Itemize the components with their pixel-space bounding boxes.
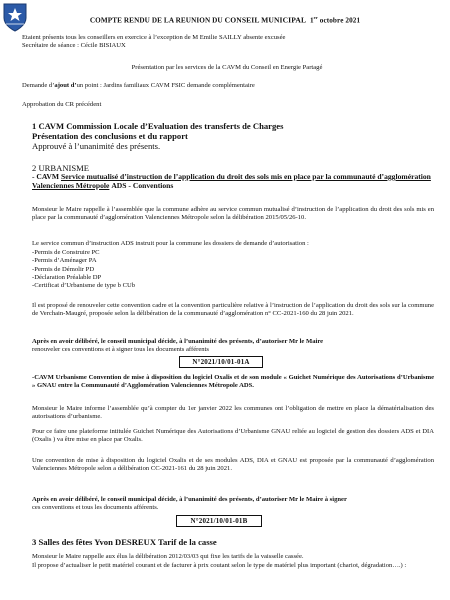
section3-heading: 3 Salles des fêtes Yvon DESREUX Tarif de la casse xyxy=(32,537,217,547)
attendance-line: Etaient présents tous les conseillers en exercice à l’exception de M Emilie SAILLY absente excusée xyxy=(22,34,286,41)
section2-para3: Il est proposé de renouveler cette convention cadre et la convention particulière relative à l’instruction de l’application du droit des sols sur la commune de Verchain-Maugré, proposée selon la délibération de la communauté d’agglomération n° CC-2021-160 du 28 juin 2021. xyxy=(32,302,434,318)
header-council: CONSEIL MUNICIPAL xyxy=(224,15,307,25)
section2-sub-underlined: Service mutualisé d’instruction de l’application du droit des sols mis en place par la communauté d’agglomération Valenciennes Métropole xyxy=(32,172,431,190)
list-item: -Certificat d’Urbanisme de type b CUb xyxy=(32,282,136,290)
deliberation-ref-01a: N°2021/10/01-01A xyxy=(179,356,263,368)
section2-subheading xyxy=(32,172,432,190)
section2-para6: Une convention de mise à disposition du logiciel Oxalis et de ses modules ADS, DIA et GNAU est proposée par la communauté d’agglomération Valenciennes Métropole selon a délibération CC-2021-161 du 28 juin 2021. xyxy=(32,457,434,473)
presentation-line: Présentation par les services de la CAVM du Conseil en Energie Partagé xyxy=(131,64,323,71)
header-day-sup: er xyxy=(313,15,318,20)
section2-sub-suffix: ADS - Conventions xyxy=(111,181,174,190)
decision2-line1: Après en avoir délibéré, le conseil municipal décide, à l’unanimité des présents, d’autoriser Mr le Maire à signer xyxy=(32,496,347,503)
secretary-line: Secrétaire de séance : Cécile BISIAUX xyxy=(22,42,126,49)
approval-line: Approbation du CR précédent xyxy=(22,101,102,108)
section2-para1: Monsieur le Maire rappelle à l’assemblée que la commune adhère au service commun mutualisé d’instruction de l’application du droit des sols mis en place par la communauté d’agglomération Valenciennes Métropole selon la délibération 2015/05/26-10. xyxy=(32,206,434,222)
section2-sub2-title: -CAVM Urbanisme Convention de mise à disposition du logiciel Oxalis et de son module « Guichet Numérique des Autorisations d’Urbanisme » GNAU entre la Communauté d’Agglomération Valenciennes Métropole ADS. xyxy=(32,374,434,390)
authorization-list xyxy=(32,249,332,290)
decision1-line1: Après en avoir délibéré, le conseil municipal décide, à l’unanimité des présents, d’autoriser Mr le Maire xyxy=(32,338,324,345)
deliberation-ref-01b: N°2021/10/01-01B xyxy=(176,515,262,527)
header-month-year: octobre 2021 xyxy=(319,16,361,25)
section3-para1: Monsieur le Maire rappelle aux élus la délibération 2012/03/03 qui fixe les tarifs de la vaisselle cassée. xyxy=(32,553,304,560)
section2-para2: Le service commun d’instruction ADS instruit pour la commune les dossiers de demande d’autorisation : xyxy=(32,240,309,247)
header-day: 1 xyxy=(309,16,314,25)
section2-heading: 2 URBANISME xyxy=(32,163,90,173)
document-header xyxy=(0,15,450,24)
section1-approved: Approuvé à l’unanimité des présents. xyxy=(32,141,161,151)
agenda-prefix: Demande d’ xyxy=(22,82,55,89)
decision2-line2: ces conventions et tous les documents afférents. xyxy=(32,504,159,511)
section2-para4: Monsieur le Maire informe l’assemblée qu’à compter du 1er janvier 2022 les communes ont l’obligation de mettre en place la dématérialisation des autorisations d’urbanisme. xyxy=(32,405,434,421)
section2-para5: Pour ce faire une plateforme intitulée Guichet Numérique des Autorisations d’Urbanisme GNAU reliée au logiciel de gestion des dossiers ADS et DIA (Oxalis ) va être mise en place par Oxalis. xyxy=(32,428,434,444)
agenda-rest: un point : Jardins familiaux CAVM FSIC demande complémentaire xyxy=(76,82,255,89)
section1-title-text2: Présentation des conclusions et du rapport xyxy=(32,131,188,141)
section1-title-line2 xyxy=(32,131,442,141)
agenda-bold: ajout d’ xyxy=(54,82,77,89)
list-item: -Permis de Construire PC xyxy=(32,249,100,256)
list-item: -Permis de Démolir PD xyxy=(32,265,95,273)
section3-para2: Il propose d’actualiser le petit matériel courant et de facturer à prix coutant selon le type de matériel plus important (chariot, dégradation….) : xyxy=(32,562,407,569)
list-item: -Permis d’Aménager PA xyxy=(32,257,97,265)
header-prefix: COMPTE RENDU DE LA REUNION DU xyxy=(89,16,223,25)
agenda-addition-line xyxy=(22,82,432,90)
section1-title-text1: 1 CAVM Commission Locale d’Evaluation des transferts de Charges xyxy=(32,121,284,131)
section2-sub-prefix: - CAVM xyxy=(32,172,60,181)
decision1-line2: renouveler ces conventions et à signer tous les documents afférents xyxy=(32,346,209,353)
list-item: -Déclaration Préalable DP xyxy=(32,273,102,281)
section1-title-line1 xyxy=(32,121,442,131)
